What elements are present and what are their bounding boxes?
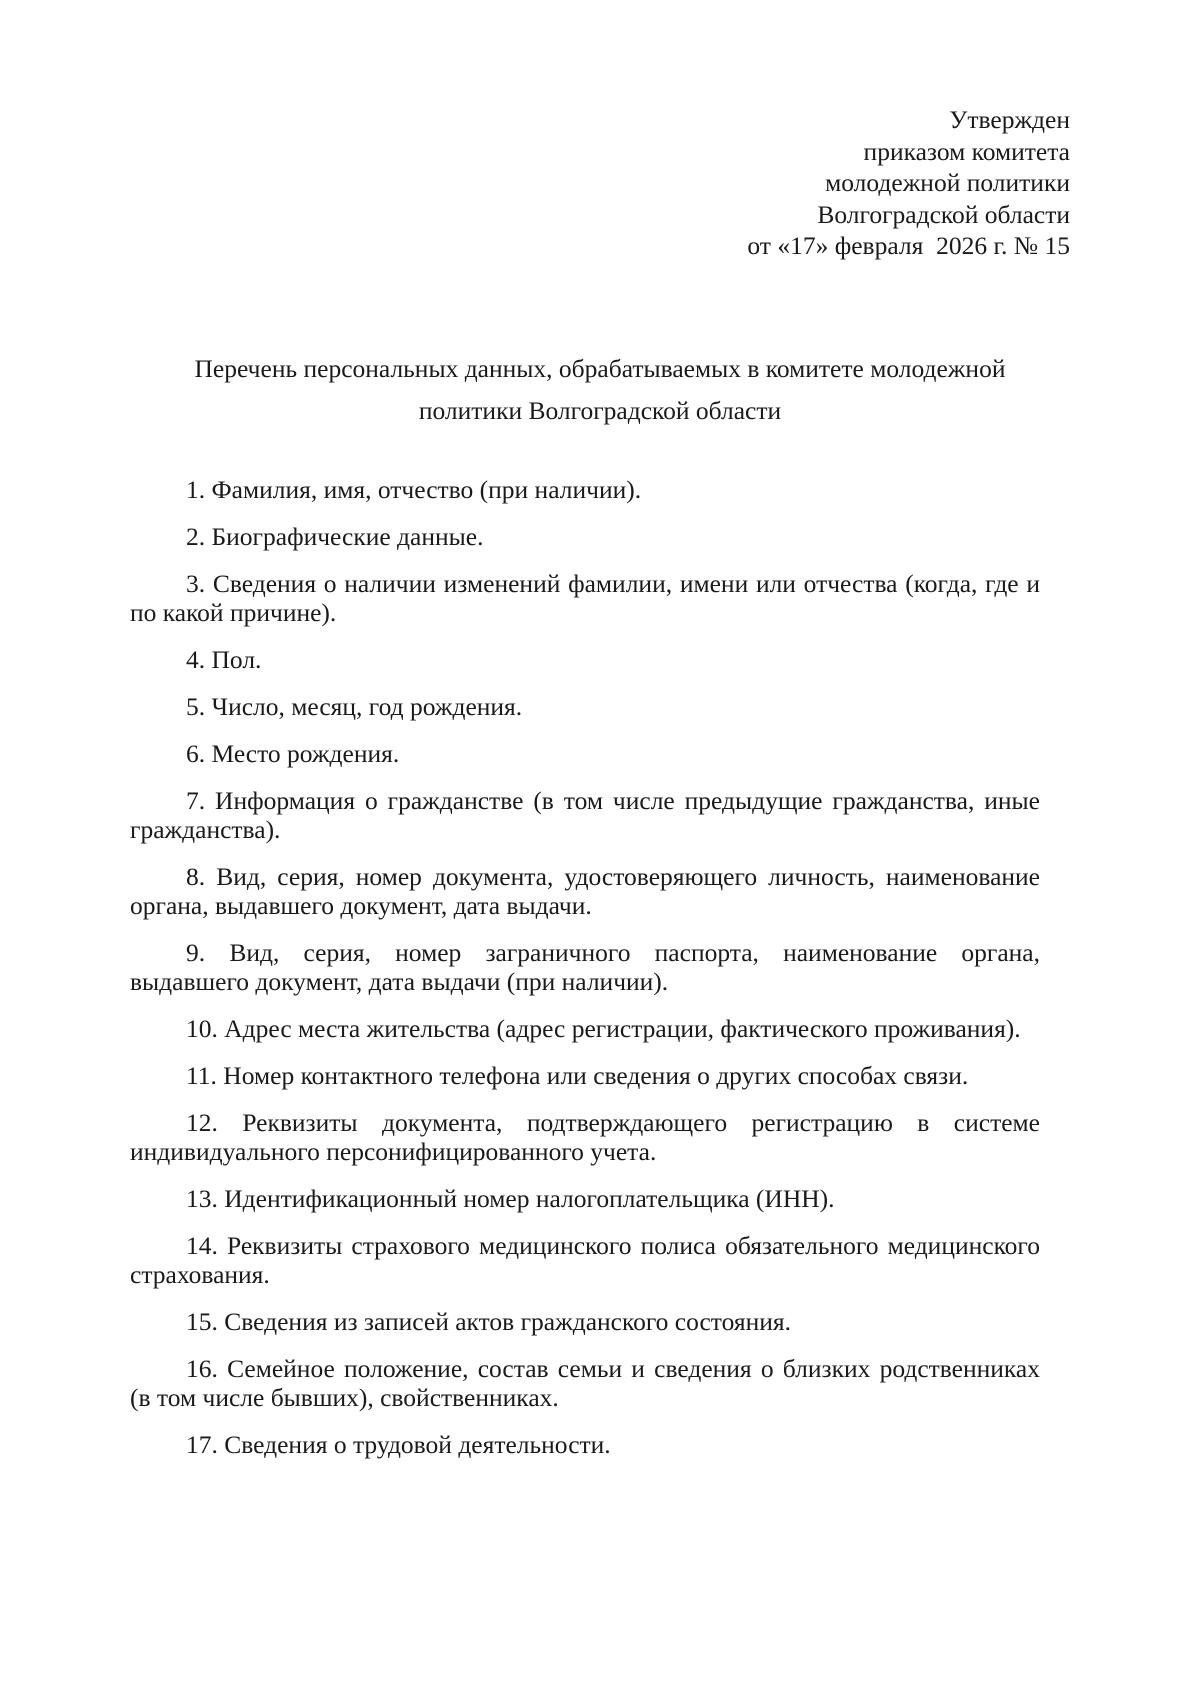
list-item: 14. Реквизиты страхового медицинского полиса обязательного медицинского страхования.: [130, 1231, 1040, 1289]
approval-line: приказом комитета: [863, 136, 1070, 166]
title-line: Перечень персональных данных, обрабатываемых в комитете молодежной: [194, 354, 1006, 383]
list-item: 15. Сведения из записей актов гражданского состояния.: [186, 1307, 791, 1336]
list-item: 13. Идентификационный номер налогоплательщика (ИНН).: [186, 1184, 835, 1213]
list-item: 7. Информация о гражданстве (в том числе предыдущие гражданства, иные гражданства).: [130, 786, 1040, 844]
approval-line: от «17» февраля 2026 г. № 15: [747, 231, 1070, 260]
list-item: 8. Вид, серия, номер документа, удостоверяющего личность, наименование органа, выдавшего документ, дата выдачи.: [130, 862, 1040, 920]
approval-line: Волгоградской области: [817, 199, 1070, 229]
list-item: 2. Биографические данные.: [186, 522, 484, 551]
list-item: 11. Номер контактного телефона или сведения о других способах связи.: [186, 1061, 969, 1090]
approval-line: молодежной политики: [825, 168, 1070, 197]
list-item: 9. Вид, серия, номер заграничного паспорта, наименование органа, выдавшего документ, дата выдачи (при наличии).: [130, 938, 1040, 996]
list-item: 12. Реквизиты документа, подтверждающего регистрацию в системе индивидуального персонифицированного учета.: [130, 1108, 1040, 1166]
list-item: 4. Пол.: [186, 645, 262, 674]
document-title: [130, 348, 1070, 432]
list-item: 3. Сведения о наличии изменений фамилии, имени или отчества (когда, где и по какой причине).: [130, 569, 1040, 627]
approval-line: Утвержден: [949, 105, 1070, 134]
list-item: 1. Фамилия, имя, отчество (при наличии).: [186, 475, 642, 504]
title-line: политики Волгоградской области: [418, 396, 782, 425]
approval-stamp: [550, 104, 1070, 262]
personal-data-list: [130, 475, 1040, 1477]
list-item: 17. Сведения о трудовой деятельности.: [186, 1430, 611, 1459]
list-item: 5. Число, месяц, год рождения.: [186, 692, 523, 721]
list-item: 16. Семейное положение, состав семьи и сведения о близких родственниках (в том числе бывших), свойственниках.: [130, 1354, 1040, 1412]
list-item: 10. Адрес места жительства (адрес регистрации, фактического проживания).: [186, 1014, 1021, 1043]
list-item: 6. Место рождения.: [186, 739, 400, 768]
